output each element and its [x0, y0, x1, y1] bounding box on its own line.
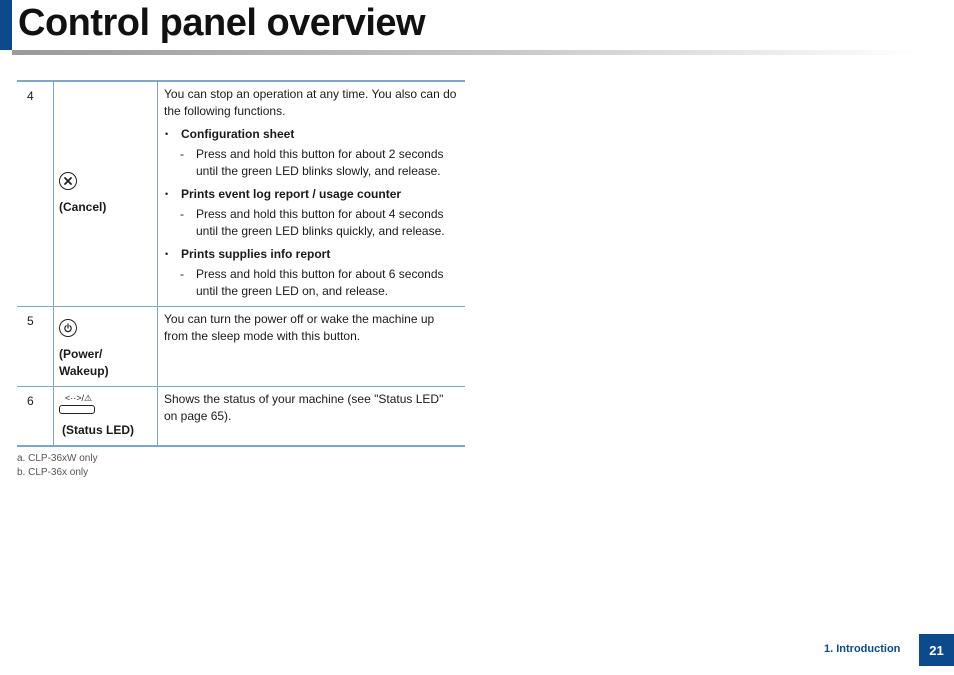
- function-list: [164, 126, 459, 300]
- bullet-icon: •: [165, 129, 169, 139]
- row-number: 4: [17, 81, 54, 307]
- icon-cell: [54, 387, 158, 447]
- description-text: You can stop an operation at any time. You also can do the following functions.: [164, 87, 457, 118]
- footer-section-label: 1. Introduction: [824, 643, 901, 655]
- list-item: [164, 246, 459, 300]
- button-label: (Power/: [59, 347, 103, 361]
- list-item: [164, 186, 459, 240]
- led-indicator: [59, 405, 95, 414]
- page-title: Control panel overview: [18, 2, 426, 44]
- function-name: Configuration sheet: [181, 127, 295, 141]
- button-label: (Status LED): [62, 423, 134, 437]
- cancel-icon: [59, 172, 77, 190]
- table-row: [17, 81, 465, 307]
- led-glyphs: <··>/⚠: [65, 393, 93, 403]
- row-number: 5: [17, 307, 54, 387]
- function-name: Prints supplies info report: [181, 247, 331, 261]
- footnote: a. CLP-36xW only: [17, 453, 98, 464]
- status-led-icon: [59, 393, 153, 414]
- row-number: 6: [17, 387, 54, 447]
- description-text: You can turn the power off or wake the machine up from the sleep mode with this button.: [164, 312, 435, 343]
- icon-cell: [54, 81, 158, 307]
- title-rule: [12, 50, 917, 55]
- bullet-icon: •: [165, 189, 169, 199]
- icon-cell: [54, 307, 158, 387]
- function-detail: Press and hold this button for about 4 seconds until the green LED blinks quickly, and release.: [196, 207, 445, 238]
- table-row: [17, 307, 465, 387]
- function-detail: Press and hold this button for about 6 seconds until the green LED on, and release.: [196, 267, 444, 298]
- dash-icon: -: [180, 207, 184, 221]
- description-text: Shows the status of your machine (see "Status LED" on page 65).: [164, 392, 444, 423]
- control-panel-table: [17, 80, 465, 447]
- button-label: (Cancel): [59, 200, 107, 214]
- dash-icon: -: [180, 147, 184, 161]
- table-row: [17, 387, 465, 447]
- power-icon: [59, 319, 77, 337]
- dash-icon: -: [180, 267, 184, 281]
- description-cell: [158, 307, 466, 387]
- description-cell: [158, 387, 466, 447]
- function-detail: Press and hold this button for about 2 seconds until the green LED blinks slowly, and release.: [196, 147, 444, 178]
- title-accent-bar: [0, 0, 12, 50]
- page-number: 21: [919, 634, 954, 666]
- bullet-icon: •: [165, 249, 169, 259]
- list-item: [164, 126, 459, 180]
- button-label: Wakeup): [59, 364, 109, 378]
- function-name: Prints event log report / usage counter: [181, 187, 402, 201]
- footnotes: [17, 452, 98, 480]
- footnote: b. CLP-36x only: [17, 467, 89, 478]
- description-cell: [158, 81, 466, 307]
